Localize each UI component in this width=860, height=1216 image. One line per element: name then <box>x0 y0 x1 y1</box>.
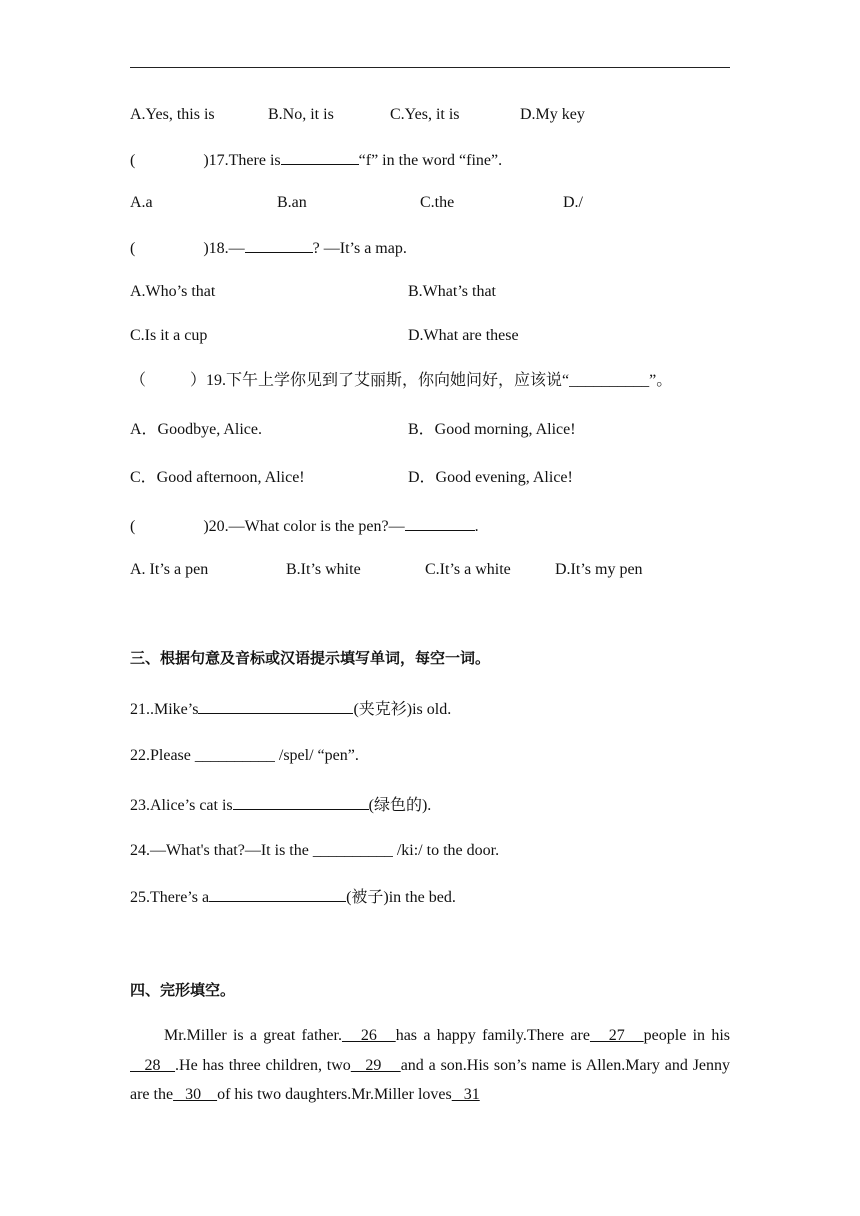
question-text: 23.Alice’s cat is <box>130 797 233 814</box>
q16-option-d: D.My key <box>520 106 585 123</box>
answer-paren-close: ) <box>203 152 209 169</box>
q20-option-c: C.It’s a white <box>425 561 511 578</box>
q18-option-a: A.Who’s that <box>130 283 216 300</box>
q19-option-d: D．Good evening, Alice! <box>408 469 573 486</box>
answer-paren-close: ) <box>203 240 209 257</box>
question-24: 24.—What's that?—It is the __________ /ki:/ to the door. <box>130 842 500 859</box>
cloze-text: .He has three children, two <box>175 1056 351 1074</box>
fill-blank[interactable] <box>281 149 359 165</box>
q20-option-a: A. It’s a pen <box>130 561 209 578</box>
question-17 <box>130 149 502 171</box>
question-text: 20.—What color is the pen?— <box>208 518 405 535</box>
fill-blank[interactable] <box>198 698 353 714</box>
q20-option-b: B.It’s white <box>286 561 361 578</box>
q17-option-a: A.a <box>130 194 153 211</box>
fill-blank[interactable] <box>245 237 313 253</box>
q20-option-d: D.It’s my pen <box>555 561 643 578</box>
question-text: 18.— <box>208 240 245 257</box>
fill-blank[interactable] <box>209 886 346 902</box>
section-4-title: 四、完形填空。 <box>130 981 236 999</box>
question-22: 22.Please __________ /spel/ “pen”. <box>130 747 359 764</box>
cloze-blank-26[interactable]: 26 <box>341 1027 396 1044</box>
cloze-text: has a happy family.There are <box>395 1027 590 1044</box>
q18-option-b: B.What’s that <box>408 283 496 300</box>
cloze-text: people in his <box>643 1027 731 1044</box>
question-text: 19.下午上学你见到了艾丽斯，你向她问好，应该说“__________”。 <box>206 372 673 389</box>
cloze-blank-30[interactable]: 30 <box>173 1086 218 1103</box>
answer-paren-close: ) <box>203 518 209 535</box>
fill-blank[interactable] <box>233 794 369 810</box>
cloze-blank-27[interactable]: 27 <box>589 1027 644 1044</box>
answer-paren-close: ） <box>190 372 207 389</box>
question-19 <box>130 371 672 391</box>
q17-option-d: D./ <box>563 194 583 211</box>
question-text: 25.There’s a <box>130 889 210 906</box>
q19-option-c: C．Good afternoon, Alice! <box>130 469 305 486</box>
question-text-after: . <box>474 518 479 535</box>
q17-option-b: B.an <box>277 194 307 211</box>
cloze-blank-31[interactable]: 31 <box>451 1086 480 1103</box>
question-18 <box>130 237 407 259</box>
q19-option-a: A．Goodbye, Alice. <box>130 421 262 438</box>
cloze-text: and a son.His son’s name is Allen.Mary and Jenny are the <box>130 1056 731 1103</box>
cloze-text: of his two daughters.Mr.Miller loves <box>217 1086 452 1103</box>
q16-option-c: C.Yes, it is <box>390 106 460 123</box>
question-text: 17.There is <box>208 152 281 169</box>
cloze-blank-29[interactable]: 29 <box>350 1056 401 1074</box>
q19-option-b: B．Good morning, Alice! <box>408 421 576 438</box>
q18-option-c: C.Is it a cup <box>130 327 208 344</box>
cloze-passage <box>130 1021 730 1110</box>
question-23 <box>130 794 431 816</box>
cloze-text: Mr.Miller is a great father. <box>164 1027 342 1044</box>
question-text-after: (被子)in the bed. <box>346 889 456 906</box>
answer-paren-open: ( <box>130 518 136 535</box>
question-21 <box>130 698 451 720</box>
question-25 <box>130 886 456 908</box>
fill-blank[interactable] <box>405 515 475 531</box>
answer-paren-open: （ <box>130 372 147 389</box>
q18-option-d: D.What are these <box>408 327 519 344</box>
q17-option-c: C.the <box>420 194 455 211</box>
header-rule <box>130 67 730 68</box>
section-3-title: 三、根据句意及音标或汉语提示填写单词，每空一词。 <box>130 649 491 667</box>
question-text-after: “f” in the word “fine”. <box>358 152 503 169</box>
question-text: 21..Mike’s <box>130 701 199 718</box>
q16-option-a: A.Yes, this is <box>130 106 215 123</box>
answer-paren-open: ( <box>130 152 136 169</box>
question-text-after: (绿色的). <box>368 797 432 814</box>
question-20 <box>130 515 479 537</box>
cloze-blank-28[interactable]: 28 <box>130 1056 176 1074</box>
q16-option-b: B.No, it is <box>268 106 334 123</box>
question-text-after: (夹克衫)is old. <box>353 701 452 718</box>
answer-paren-open: ( <box>130 240 136 257</box>
question-text-after: ? —It’s a map. <box>312 240 407 257</box>
